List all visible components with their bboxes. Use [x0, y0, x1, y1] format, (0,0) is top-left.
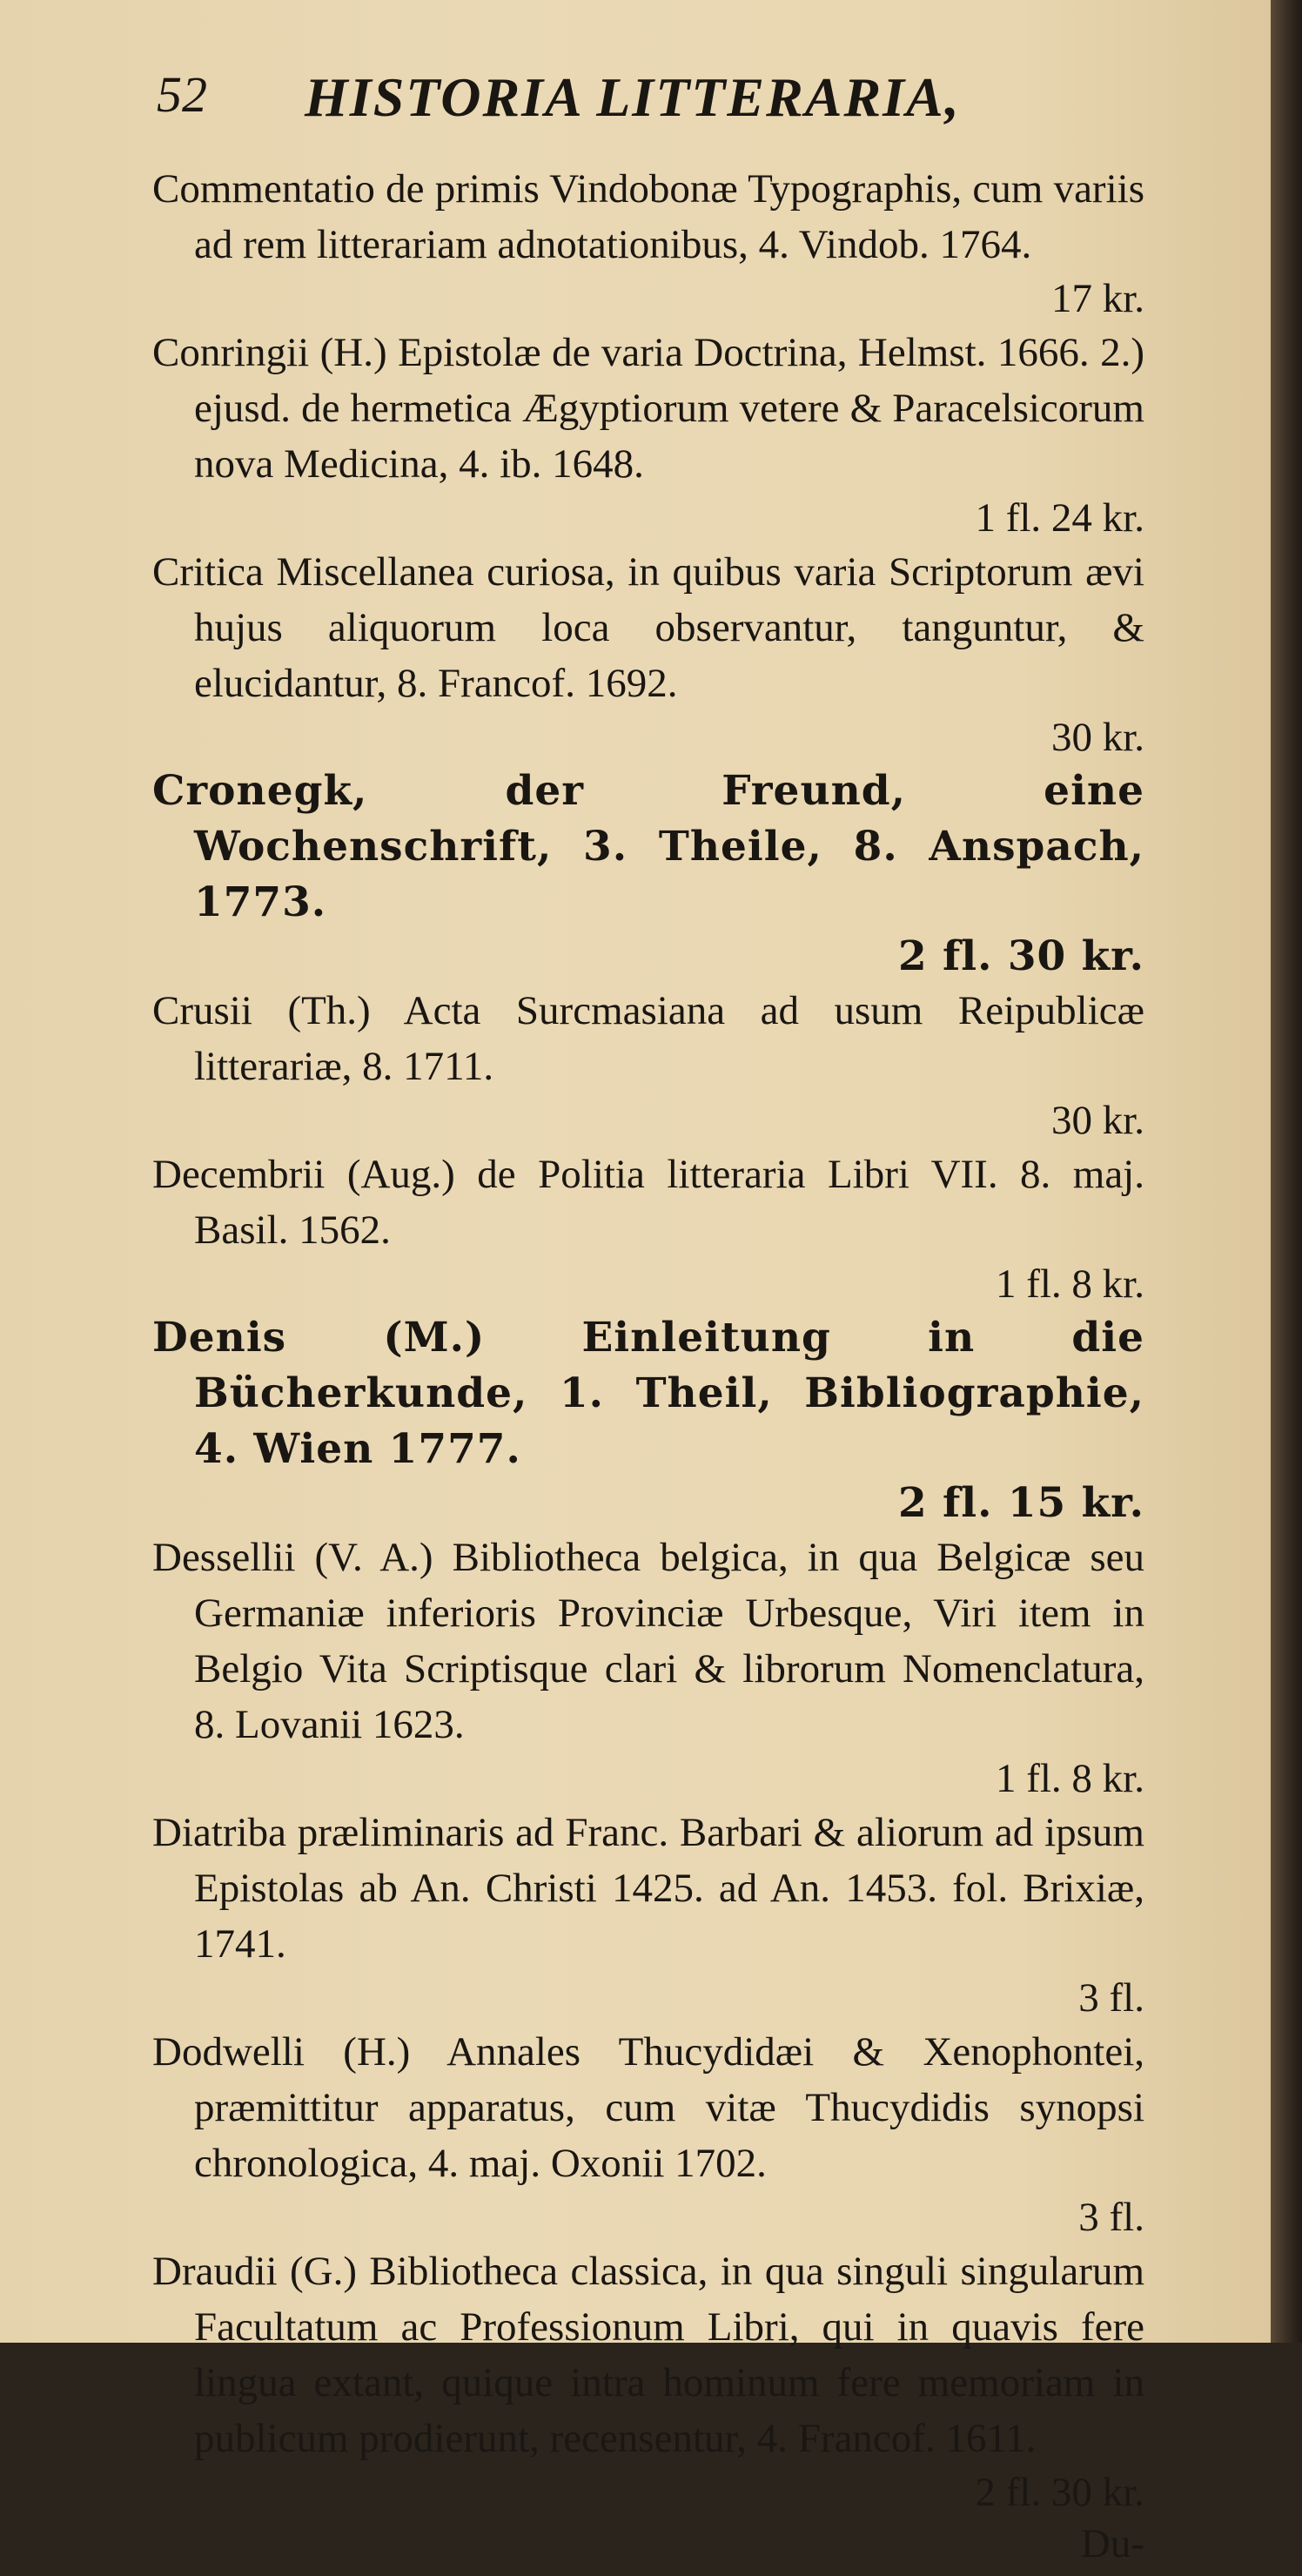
entry-text: Conringii (H.) Epistolæ de varia Doctrina, Helmst. 1666. 2.) ejusd. de hermetica Ægyptiorum vetere & Paracelsicorum nova Medicina, 4. ib. 1648.: [152, 330, 1144, 487]
catalog-entry: [152, 1805, 1144, 2024]
catalog-entries: [152, 161, 1144, 2576]
catalog-entry: [152, 161, 1144, 325]
entry-price: 2 fl. 30 kr.: [897, 932, 1144, 980]
entry-price: 1 fl. 24 kr.: [975, 495, 1144, 541]
catalog-entry: [152, 1530, 1144, 1805]
entry-text: Critica Miscellanea curiosa, in quibus varia Scriptorum ævi hujus aliquorum loca observantur, tanguntur, & elucidantur, 8. Francof. 1692.: [152, 549, 1144, 706]
entry-text: Dessellii (V. A.) Bibliotheca belgica, in qua Belgicæ seu Germaniæ inferioris Provinciæ Urbesque, Viri item in Belgio Vita Scriptisque clari & librorum Nomenclatura, 8. Lovanii 1623.: [152, 1535, 1144, 1747]
entry-price: 3 fl.: [1078, 2195, 1144, 2240]
running-head: [157, 65, 1097, 135]
book-edge: [1271, 0, 1302, 2343]
entry-price: 2 fl. 15 kr.: [897, 1479, 1144, 1527]
entry-text: Diatriba præliminaris ad Franc. Barbari & aliorum ad ipsum Epistolas ab An. Christi 1425. ad An. 1453. fol. Brixiæ, 1741.: [152, 1810, 1144, 1967]
entry-text: Cronegk, der Freund, eine Wochenschrift, 3. Theile, 8. Anspach, 1773.: [152, 767, 1144, 926]
catalog-entry: [152, 544, 1144, 763]
catalog-entry: [152, 2024, 1144, 2243]
entry-price: 17 kr.: [1050, 276, 1144, 321]
entry-text: Dodwelli (H.) Annales Thucydidæi & Xenophontei, præmittitur apparatus, cum vitæ Thucydidis synopsi chronologica, 4. maj. Oxonii 1702.: [152, 2029, 1144, 2186]
page-number: 52: [157, 66, 207, 123]
catalog-entry: [152, 2243, 1144, 2519]
entry-text: Denis (M.) Einleitung in die Bücherkunde, 1. Theil, Bibliographie, 4. Wien 1777.: [152, 1314, 1144, 1473]
catalog-entry: [152, 983, 1144, 1147]
entry-price: 1 fl. 8 kr.: [995, 1261, 1144, 1307]
catchword-row: [152, 2520, 1144, 2576]
entry-price: 30 kr.: [1050, 715, 1144, 760]
catalog-entry: [152, 325, 1144, 544]
catalog-entry-german: [152, 763, 1144, 983]
catchword: Du-: [1080, 2521, 1144, 2566]
entry-text: Commentatio de primis Vindobonæ Typographis, cum variis ad rem litterariam adnotationibus, 4. Vindob. 1764.: [152, 166, 1144, 267]
entry-price: 1 fl. 8 kr.: [995, 1756, 1144, 1801]
page-title: HISTORIA LITTERARIA,: [305, 66, 961, 128]
entry-text: Draudii (G.) Bibliotheca classica, in qua singuli singularum Facultatum ac Professionum Libri, qui in quavis fere lingua extant, quique intra hominum fere memoriam in publicum prodierunt, recensentur, 4. Francof. 1611.: [152, 2249, 1144, 2461]
entry-text: Crusii (Th.) Acta Surcmasiana ad usum Reipublicæ litterariæ, 8. 1711.: [152, 988, 1144, 1089]
entry-price: 3 fl.: [1078, 1975, 1144, 2021]
entry-price: 2 fl. 30 kr.: [975, 2470, 1144, 2515]
catalog-entry: [152, 1147, 1144, 1310]
entry-text: Decembrii (Aug.) de Politia litteraria Libri VII. 8. maj. Basil. 1562.: [152, 1152, 1144, 1253]
catalog-entry-german: [152, 1310, 1144, 1530]
entry-price: 30 kr.: [1050, 1098, 1144, 1143]
